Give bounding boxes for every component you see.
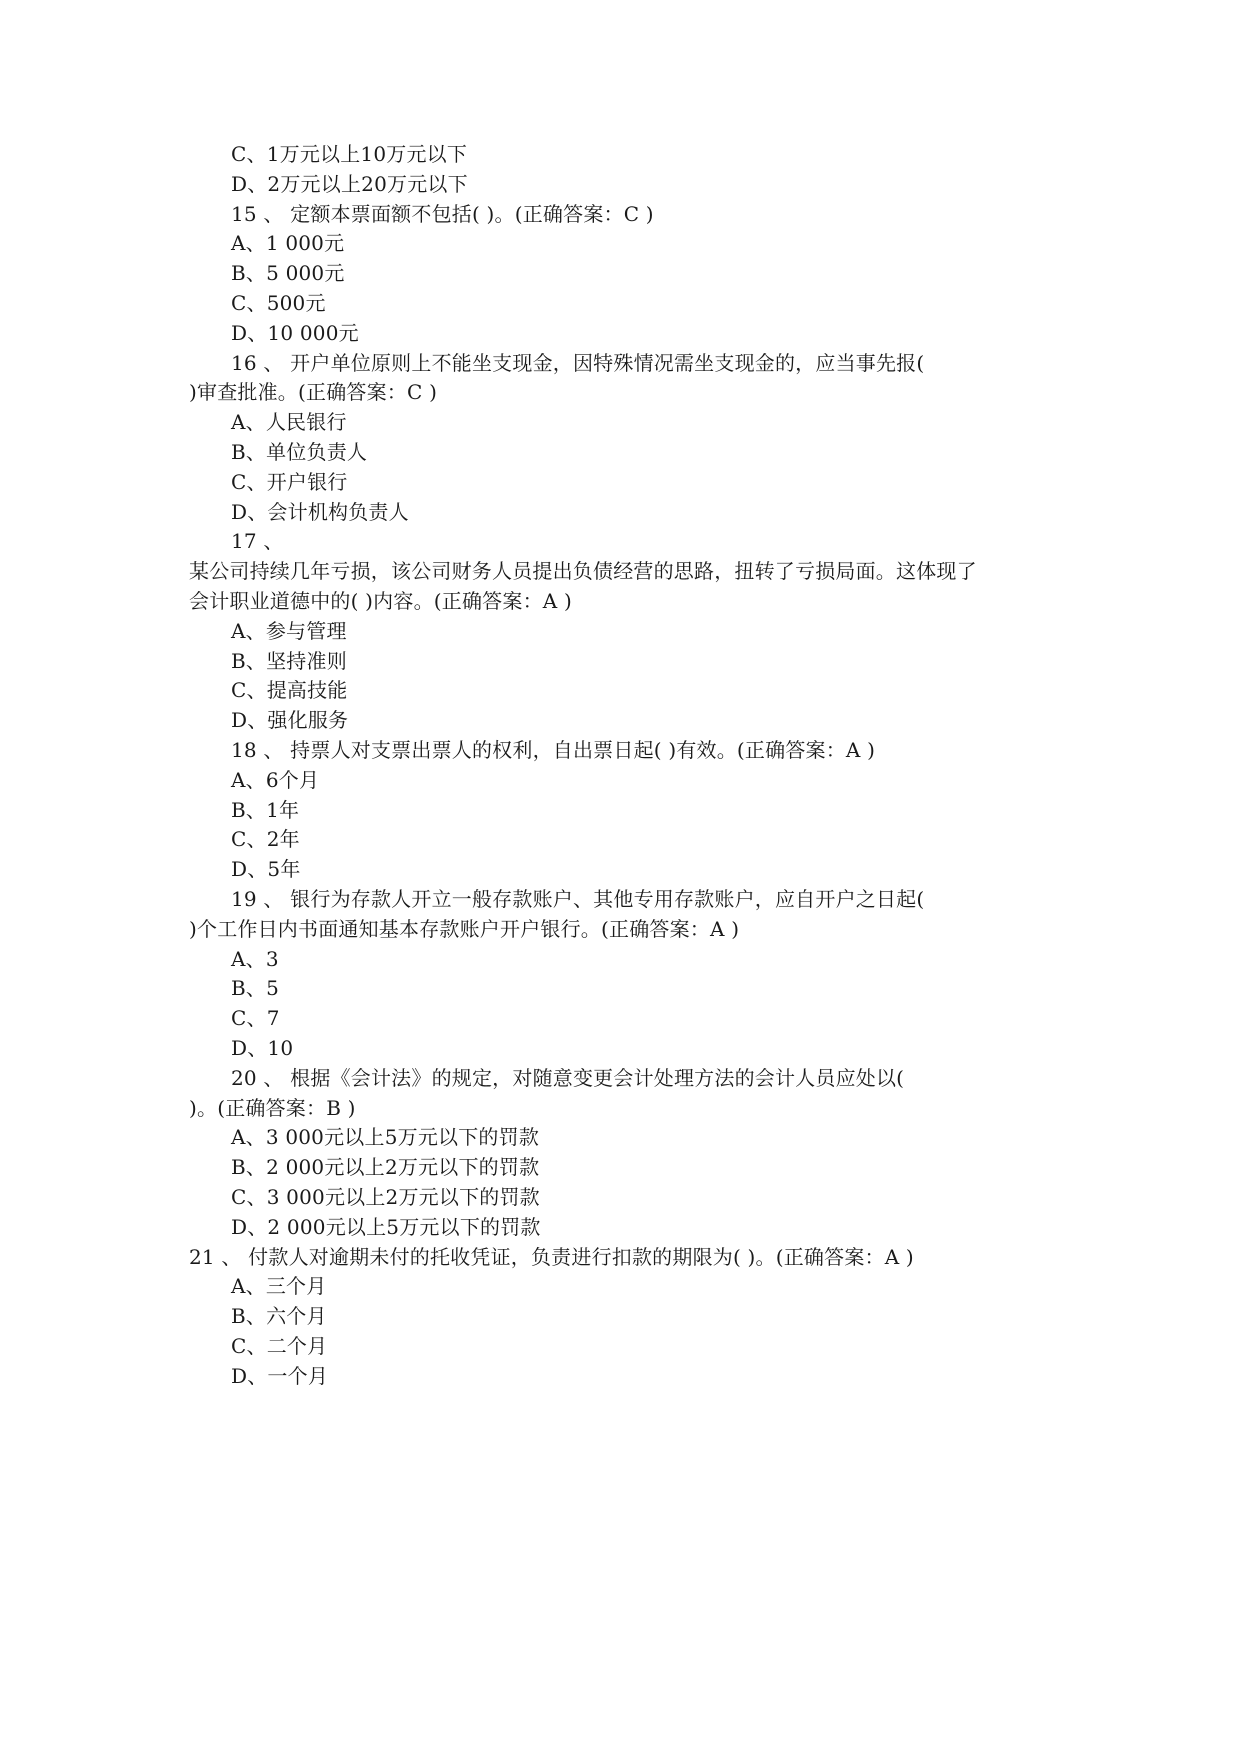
question-text-continued: )个工作日内书面通知基本存款账户开户银行。(正确答案：A ) (189, 917, 740, 941)
question-text: 18 、 持票人对支票出票人的权利，自出票日起( )有效。(正确答案：A ) (231, 738, 876, 762)
answer-option: D、2万元以上20万元以下 (231, 172, 468, 196)
answer-option: C、开户银行 (231, 470, 348, 494)
question-text: 20 、 根据《会计法》的规定，对随意变更会计处理方法的会计人员应处以( (231, 1066, 905, 1090)
answer-option: A、1 000元 (231, 231, 345, 255)
answer-option: C、1万元以上10万元以下 (231, 142, 468, 166)
answer-option: B、5 000元 (231, 261, 345, 285)
answer-option: A、6个月 (231, 768, 320, 792)
answer-option: C、3 000元以上2万元以下的罚款 (231, 1185, 540, 1209)
answer-option: D、10 (231, 1036, 294, 1060)
answer-option: C、500元 (231, 291, 326, 315)
question-text-continued: )审查批准。(正确答案：C ) (189, 380, 438, 404)
answer-option: B、5 (231, 976, 280, 1000)
answer-option: C、二个月 (231, 1334, 328, 1358)
answer-option: C、2年 (231, 827, 300, 851)
question-text: 21 、 付款人对逾期未付的托收凭证，负责进行扣款的期限为( )。(正确答案：A ) (189, 1245, 914, 1269)
answer-option: D、强化服务 (231, 708, 349, 732)
answer-option: A、参与管理 (231, 619, 347, 643)
answer-option: B、六个月 (231, 1304, 327, 1328)
question-text: 15 、 定额本票面额不包括( )。(正确答案：C ) (231, 202, 654, 226)
answer-option: A、3 000元以上5万元以下的罚款 (231, 1125, 540, 1149)
answer-option: D、5年 (231, 857, 301, 881)
question-text-continued: )。(正确答案：B ) (189, 1096, 356, 1120)
answer-option: C、7 (231, 1006, 280, 1030)
answer-option: C、提高技能 (231, 678, 348, 702)
question-text: 17 、 (231, 529, 284, 553)
answer-option: D、2 000元以上5万元以下的罚款 (231, 1215, 541, 1239)
answer-option: B、坚持准则 (231, 649, 347, 673)
answer-option: B、2 000元以上2万元以下的罚款 (231, 1155, 540, 1179)
answer-option: B、1年 (231, 798, 300, 822)
question-text: 16 、 开户单位原则上不能坐支现金，因特殊情况需坐支现金的，应当事先报( (231, 351, 925, 375)
answer-option: D、会计机构负责人 (231, 500, 409, 524)
question-text: 19 、 银行为存款人开立一般存款账户、其他专用存款账户，应自开户之日起( (231, 887, 925, 911)
answer-option: D、10 000元 (231, 321, 359, 345)
question-text-continued: 某公司持续几年亏损，该公司财务人员提出负债经营的思路，扭转了亏损局面。这体现了 (189, 559, 977, 583)
answer-option: A、3 (231, 947, 279, 971)
question-text-continued: 会计职业道德中的( )内容。(正确答案：A ) (189, 589, 572, 613)
answer-option: A、人民银行 (231, 410, 347, 434)
answer-option: B、单位负责人 (231, 440, 368, 464)
answer-option: A、三个月 (231, 1274, 327, 1298)
answer-option: D、一个月 (231, 1364, 329, 1388)
